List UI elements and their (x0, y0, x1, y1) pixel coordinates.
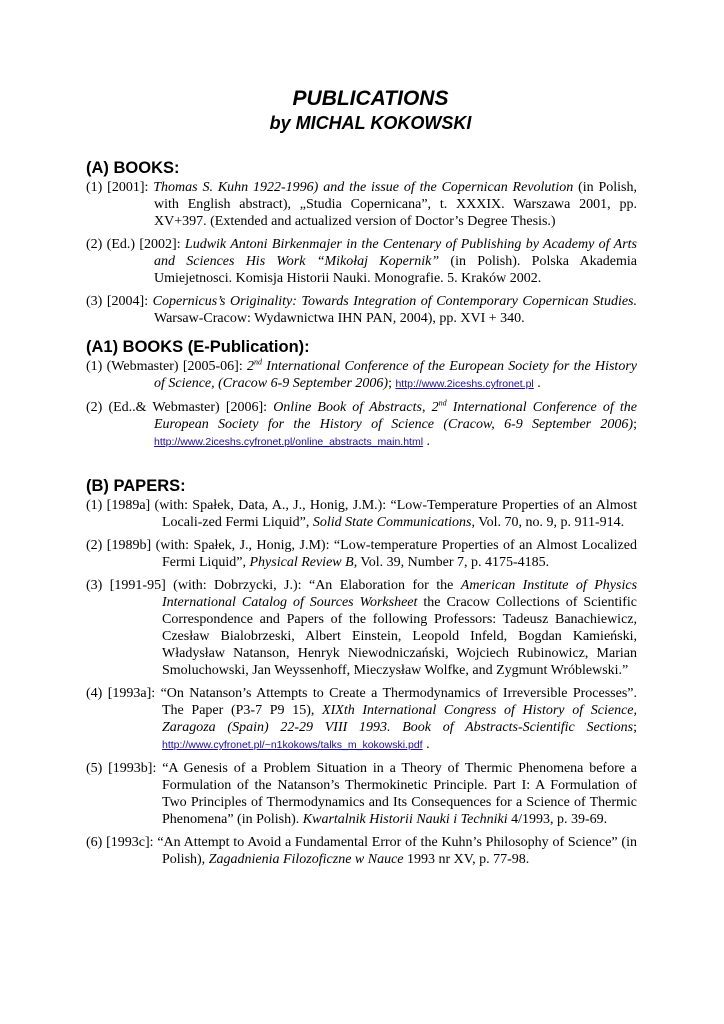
paper-4-prefix: (4) [1993a]: (86, 686, 161, 701)
paper-1-text: (with: Spałek, Data, A., J., Honig, J.M.): “Low-Temperature Properties of an Almost Locali-zed Fermi Liquid”, (154, 498, 638, 530)
title-block (104, 86, 637, 135)
ebook-2-ordinal-suffix: nd (438, 398, 447, 408)
paper-entry-2 (86, 537, 637, 571)
ebook-2-ordinal: 2 (431, 400, 439, 415)
paper-3-journal: American Institute of Physics International Catalog of Sources Worksheet (162, 578, 638, 610)
ebook-2-title-a: Online Book of Abstracts (273, 400, 422, 415)
paper-6-journal: Zagadnienia Filozoficzne w Nauce (208, 852, 404, 867)
paper-4-sep: ; (633, 720, 637, 735)
paper-5-text: “A Genesis of a Problem Situation in a Theory of Thermic Phenomena before a Formulation of the Natanson’s Thermokinetic Principle. Part I: A Formulation of Two Principles of Thermodynamics and Its Consequences for a Science of Thermic Phenomena” (in Polish). (162, 761, 637, 827)
page-subtitle: by MICHAL KOKOWSKI (269, 113, 472, 133)
book-2-title: Ludwik Antoni Birkenmajer in the Centenary of Publishing by Academy of Arts and Sciences His Work “Mikołaj Kopernik” (154, 237, 637, 269)
ebook-2-end: . (423, 434, 431, 449)
book-entry-1 (86, 179, 637, 230)
paper-6-prefix: (6) [1993c]: (86, 835, 158, 850)
paper-entry-3 (86, 577, 637, 679)
page-title: PUBLICATIONS (292, 87, 449, 110)
paper-entry-6 (86, 834, 637, 868)
ebook-2-link[interactable]: http://www.2iceshs.cyfronet.pl/online_abstracts_main.html (154, 436, 424, 448)
ebook-1-link[interactable]: http://www.2iceshs.cyfronet.pl (395, 378, 534, 390)
paper-1-prefix: (1) [1989a] (86, 498, 155, 513)
paper-4-journal: XIXth International Congress of History of Science, Zaragoza (Spain) 22-29 VIII 1993. Book of Abstracts-Scientific Sections (162, 703, 637, 735)
ebook-1-sep: ; (388, 376, 396, 391)
paper-entry-5 (86, 760, 637, 828)
paper-4-text: “On Natanson’s Attempts to Create a Thermodynamics of Irreversible Processes”. The Paper (P3-7 P9 15), (160, 686, 637, 718)
book-entry-2 (86, 236, 637, 287)
ebook-2-sep: ; (633, 417, 637, 432)
paper-entry-1 (86, 497, 637, 531)
book-3-prefix: (3) [2004]: (86, 294, 153, 309)
ebook-1-prefix: (1) (Webmaster) [2005-06]: (86, 359, 247, 374)
ebook-entry-1 (86, 358, 637, 393)
book-2-details: (in Polish). Polska Akademia Umiejetnosci. Komisja Historii Nauki. Monografie. 5. Kraków 2002. (154, 254, 638, 286)
book-1-title: Thomas S. Kuhn 1922-1996) and the issue of the Copernican Revolution (153, 180, 574, 195)
paper-1-journal: Solid State Communications (312, 515, 472, 530)
ebooks-heading: (A1) BOOKS (E-Publication): (86, 338, 310, 356)
ebook-1-ordinal-suffix: nd (254, 357, 262, 367)
ebook-1-ordinal: 2 (247, 359, 254, 374)
book-1-details: (in Polish, with English abstract), „Studia Copernicana”, t. XXXIX. Warszawa 2001, pp. XV+397. (Extended and actualized version of Doctor’s Degree Thesis.) (154, 180, 638, 229)
document-page (86, 86, 637, 874)
paper-3-prefix: (3) [1991-95] (86, 578, 174, 593)
papers-heading: (B) PAPERS: (86, 477, 186, 495)
paper-3-text: (with: Dobrzycki, J.): “An Elaboration for the (173, 578, 461, 593)
book-3-details: Warsaw-Cracow: Wydawnictwa IHN PAN, 2004), pp. XVI + 340. (154, 311, 525, 326)
ebook-entry-2 (86, 399, 637, 451)
paper-5-prefix: (5) [1993b]: (86, 761, 163, 776)
ebook-1-end: . (533, 376, 541, 391)
book-3-title: Copernicus’s Originality: Towards Integration of Contemporary Copernican Studies. (152, 294, 638, 309)
paper-3-details: the Cracow Collections of Scientific Correspondence and Papers of the following Professors: Tadeusz Banachiewicz, Czesław Bialobrzeski, Albert Einstein, Leopold Infeld, Bogdan Kamieński, Władysław Natanson, Henryk Niewodniczański, Wojciech Rubinowicz, Marian Smoluchowski, Jan Weyssenhoff, Mieczysław Wolfke, and Zygmunt Wróblewski.” (162, 595, 638, 678)
paper-4-link[interactable]: http://www.cyfronet.pl/~n1kokows/talks_m_kokowski.pdf (162, 739, 423, 751)
paper-4-end: . (422, 737, 430, 752)
paper-2-journal: Physical Review B (249, 555, 354, 570)
ebook-1-title: International Conference of the European Society for the History of Science, (Cracow 6-9 September 2006) (154, 359, 637, 391)
book-2-prefix: (2) (Ed.) [2002]: (86, 237, 185, 252)
book-entry-3 (86, 293, 637, 327)
paper-6-details: 1993 nr XV, p. 77-98. (403, 852, 530, 867)
paper-5-journal: Kwartalnik Historii Nauki i Techniki (302, 812, 508, 827)
ebook-2-prefix: (2) (Ed..& Webmaster) [2006]: (86, 400, 274, 415)
paper-6-text: “An Attempt to Avoid a Fundamental Error of the Kuhn’s Philosophy of Science” (in Polish), (157, 835, 637, 867)
paper-entry-4 (86, 685, 637, 754)
paper-5-details: 4/1993, p. 39-69. (507, 812, 608, 827)
books-heading: (A) BOOKS: (86, 159, 180, 177)
paper-2-prefix: (2) [1989b] (86, 538, 156, 553)
paper-2-details: , Vol. 39, Number 7, p. 4175-4185. (353, 555, 550, 570)
book-1-prefix: (1) [2001]: (86, 180, 154, 195)
ebook-2-title-b: International Conference of the European Society for the History of Science (Cracow, 6-9 September 2006) (154, 400, 638, 432)
paper-1-details: , Vol. 70, no. 9, p. 911-914. (471, 515, 625, 530)
paper-2-text: (with: Spałek, J., Honig, J.M): “Low-temperature Properties of an Almost Localized Fermi Liquid”, (155, 538, 637, 570)
ebook-2-mid: , (421, 400, 432, 415)
